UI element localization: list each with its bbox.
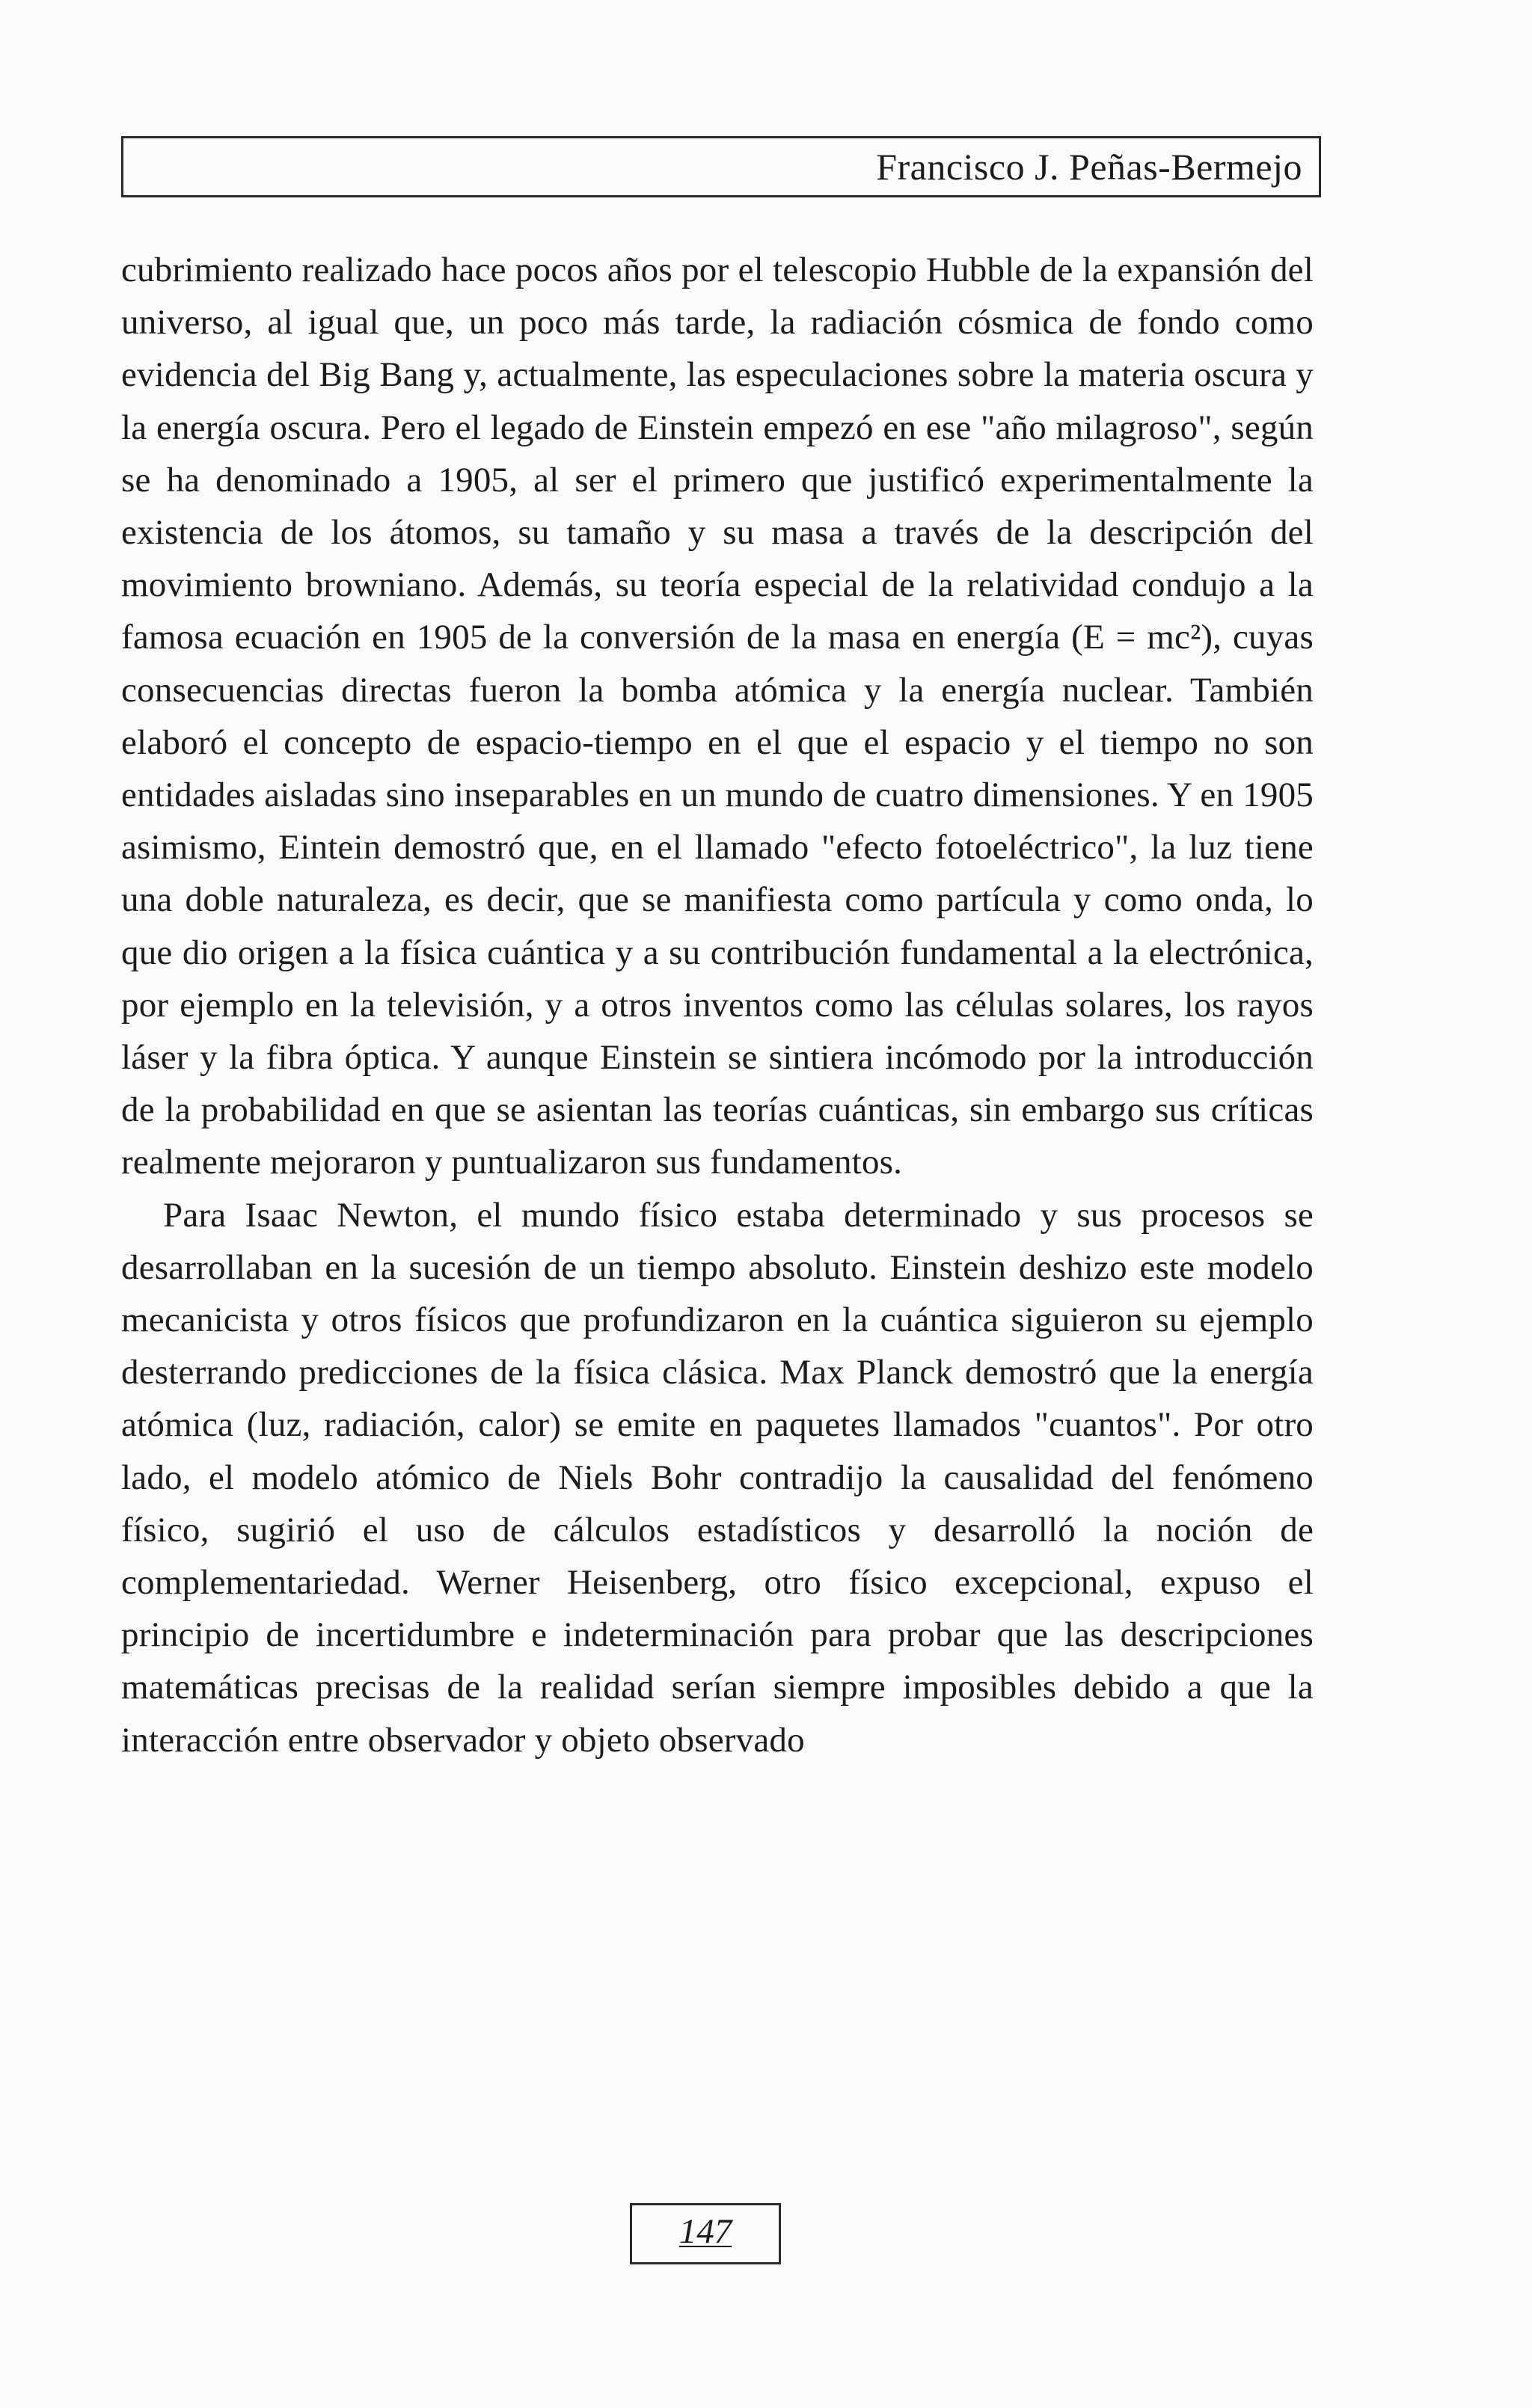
paragraph-2: Para Isaac Newton, el mundo físico estaba determinado y sus procesos se desarrollaban en la sucesión de un tiempo absoluto. Einstein deshizo este modelo mecanicista y otros físicos que profundizaron en la cuántica siguieron su ejemplo desterrando predicciones de la física clásica. Max Planck demostró que la energía atómica (luz, radiación, calor) se emite en paquetes llamados "cuantos". Por otro lado, el modelo atómico de Niels Bohr contradijo la causalidad del fenómeno físico, sugirió el uso de cálculos estadísticos y desarrolló la noción de complementariedad. Werner Heisenberg, otro físico excepcional, expuso el principio de incertidumbre e indeterminación para probar que las descripciones matemáticas precisas de la realidad serían siempre imposibles debido a que la interacción entre observador y objeto observado — [121, 1195, 1314, 1760]
body-text — [121, 244, 1314, 1766]
page-number-box — [630, 2203, 781, 2264]
running-header — [121, 136, 1321, 197]
paragraph-1: cubrimiento realizado hace pocos años por el telescopio Hubble de la expansión del universo, al igual que, un poco más tarde, la radiación cósmica de fondo como evidencia del Big Bang y, actualmente, las especulaciones sobre la materia oscura y la energía oscura. Pero el legado de Einstein empezó en ese "año milagroso", según se ha denominado a 1905, al ser el primero que justificó experimentalmente la existencia de los átomos, su tamaño y su masa a través de la descripción del movimiento browniano. Además, su teoría especial de la relatividad condujo a la famosa ecuación en 1905 de la conversión de la masa en energía (E = mc²), cuyas consecuencias directas fueron la bomba atómica y la energía nuclear. También elaboró el concepto de espacio-tiempo en el que el espacio y el tiempo no son entidades aisladas sino inseparables en un mundo de cuatro dimensiones. Y en 1905 asimismo, Eintein demostró que, en el llamado "efecto fotoeléctrico", la luz tiene una doble naturaleza, es decir, que se manifiesta como partícula y como onda, lo que dio origen a la física cuántica y a su contribución fundamental a la electrónica, por ejemplo en la televisión, y a otros inventos como las células solares, los rayos láser y la fibra óptica. Y aunque Einstein se sintiera incómodo por la introducción de la probabilidad en que se asientan las teorías cuánticas, sin embargo sus críticas realmente mejoraron y puntualizaron sus fundamentos. — [121, 251, 1314, 1182]
header-author: Francisco J. Peñas-Bermejo — [876, 146, 1302, 188]
page-number: 147 — [678, 2212, 732, 2251]
